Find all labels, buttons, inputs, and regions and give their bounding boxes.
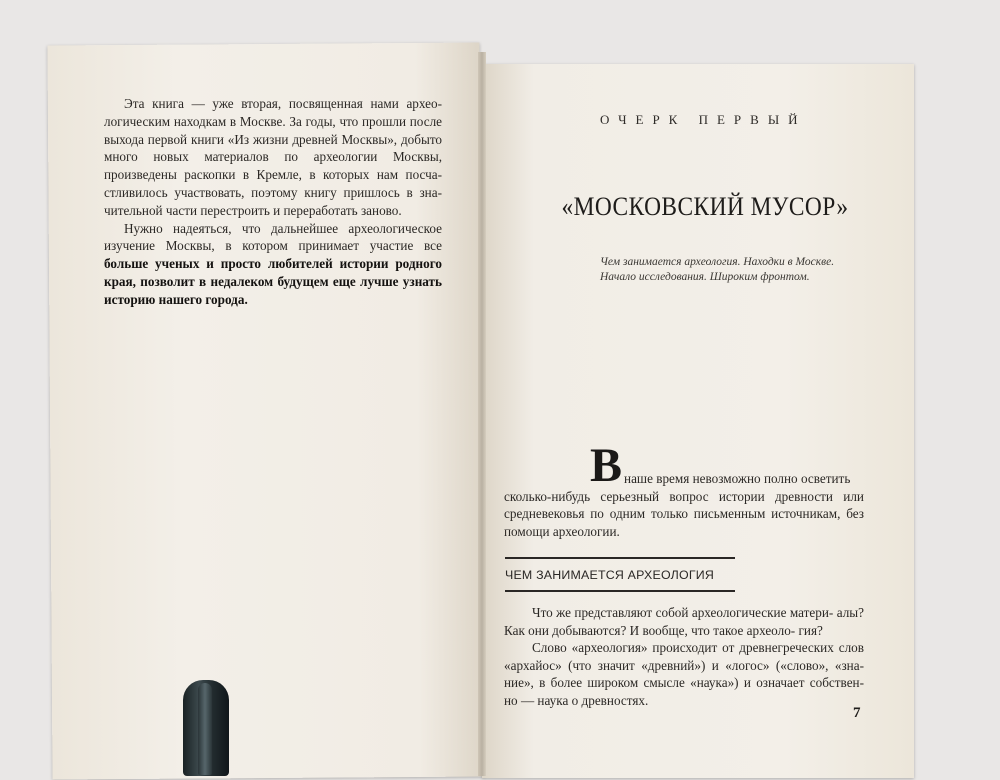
text-line: но — наука о древностях. <box>504 692 649 708</box>
text-line: помощи археологии. <box>504 523 620 539</box>
subheading-rule-top <box>505 557 735 559</box>
section-body <box>504 604 864 710</box>
text-line: произведены раскопки в Кремле, в которых нам посча- <box>104 167 442 183</box>
text-line: алы? Как они добываются? И вообще, что такое археоло- <box>504 605 864 638</box>
drop-cap: В <box>590 439 623 492</box>
text-line: чительной части перестроить и переработать заново. <box>104 202 402 218</box>
subheading: ЧЕМ ЗАНИМАЕТСЯ АРХЕОЛОГИЯ <box>505 568 714 582</box>
preface-paragraph-2 <box>104 220 442 309</box>
text-line: изучение Москвы, в котором принимает участие все <box>104 238 442 254</box>
left-page-text <box>104 95 442 309</box>
text-line: после выхода первой книги «Из жизни древней Москвы», <box>104 113 443 147</box>
opening-paragraph <box>504 439 864 540</box>
chapter-title: «МОСКОВСКИЙ МУСОР» <box>561 192 849 221</box>
text-line: края, позволит в недалеком будущем еще лучше узнать <box>104 273 442 289</box>
text-line: стливилось участвовать, поэтому книгу пришлось в зна- <box>104 184 442 200</box>
epigraph-line: Чем занимается археология. Находки в Москве. <box>600 256 835 268</box>
book-spine <box>478 52 486 776</box>
subheading-rule-bottom <box>505 590 735 592</box>
epigraph-line: Начало исследования. Широким фронтом. <box>600 271 810 283</box>
text-line: логическим находкам в Москве. За годы, что прошли <box>104 113 407 129</box>
text-line: больше ученых и просто любителей истории родного <box>104 256 442 272</box>
text-line: ние», в более широком смысле «наука») и означает собствен- <box>504 675 864 691</box>
section-paragraph-1 <box>504 604 864 639</box>
text-line: сколько-нибудь серьезный вопрос истории древности или <box>504 488 864 504</box>
section-label: ОЧЕРК ПЕРВЫЙ <box>600 112 807 127</box>
text-line: историю нашего города. <box>104 291 248 307</box>
pen-clip <box>198 683 212 775</box>
text-line: гия? <box>798 622 823 638</box>
page-number: 7 <box>853 705 861 721</box>
chapter-epigraph <box>600 255 880 285</box>
text-line: средневековья по одним только письменным источникам, без <box>504 506 864 521</box>
text-line: Эта книга — уже вторая, посвященная нами архео- <box>124 96 442 111</box>
section-paragraph-2 <box>504 639 864 709</box>
text-line: «архайос» (что значит «древний») и «логос» («слово», «зна- <box>504 657 864 673</box>
text-line: Что же представляют собой археологические матери- <box>532 605 834 620</box>
text-line: Нужно надеяться, что дальнейшее археологическое <box>124 220 442 236</box>
text-line: наше время невозможно полно осветить <box>624 471 851 486</box>
text-line: добыто много новых материалов по археологии Москвы, <box>104 131 443 165</box>
preface-paragraph-1 <box>104 95 442 220</box>
text-line: Слово «археология» происходит от древнегреческих слов <box>532 640 864 656</box>
